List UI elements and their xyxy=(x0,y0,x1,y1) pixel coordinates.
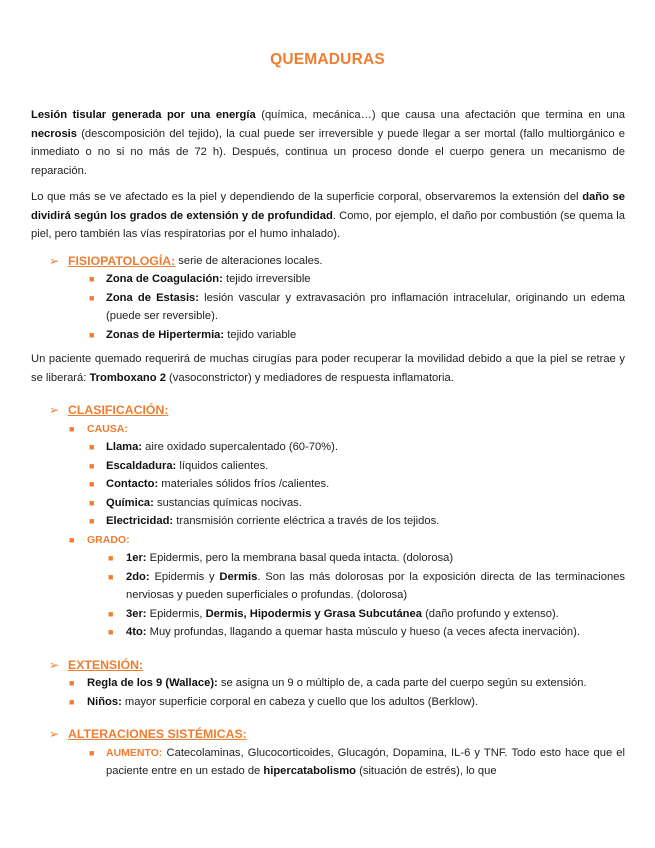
list-item xyxy=(31,568,625,605)
square-bullet-icon: ■ xyxy=(69,423,75,434)
list-item xyxy=(31,289,625,326)
item-bold: Dermis xyxy=(219,570,258,583)
square-bullet-icon: ■ xyxy=(69,678,75,688)
alteraciones-list xyxy=(31,744,625,781)
square-bullet-icon: ■ xyxy=(108,571,114,582)
item-term: Contacto: xyxy=(106,478,159,490)
intro-bold-3: daño se dividirá según los grados de extensión y de profundidad xyxy=(31,191,625,222)
intro-paragraph-2 xyxy=(31,188,625,244)
section-title: EXTENSIÓN: xyxy=(68,657,144,672)
list-item xyxy=(31,270,625,289)
square-bullet-icon: ■ xyxy=(89,460,95,471)
item-bold: Dermis, Hipodermis y Grasa Subcutánea xyxy=(205,607,422,620)
category-causa: CAUSA: xyxy=(87,422,128,435)
intro-paragraph-1 xyxy=(31,106,625,180)
page-title: QUEMADURAS xyxy=(270,51,385,68)
item-text: sustancias químicas nocivas. xyxy=(153,496,302,509)
intro-bold-2: necrosis xyxy=(31,127,78,140)
square-bullet-icon: ■ xyxy=(89,516,95,526)
item-text: Muy profundas, llagando a quemar hasta músculo y hueso (a veces afecta inervación). xyxy=(146,626,580,638)
square-bullet-icon: ■ xyxy=(89,479,95,489)
list-item xyxy=(31,438,625,457)
square-bullet-icon: ■ xyxy=(89,329,95,340)
square-bullet-icon: ■ xyxy=(69,696,75,707)
category-label xyxy=(31,531,625,550)
section-title: FISIOPATOLOGÍA: xyxy=(68,253,176,268)
list-item xyxy=(31,605,625,624)
square-bullet-icon: ■ xyxy=(89,442,95,452)
section-extension-heading xyxy=(49,656,625,675)
item-text: (situación de estrés), lo que xyxy=(356,765,497,777)
item-term: Zona de Estasis: xyxy=(106,291,200,304)
list-item xyxy=(31,674,625,693)
item-text: lesión vascular y extravasación pro inflamación intracelular, originando un edema (puede ser reversible). xyxy=(106,291,625,322)
item-text: (daño profundo y extenso). xyxy=(421,607,559,620)
item-text: Catecolaminas, Glucocorticoides, Glucagón, Dopamina, IL-6 y TNF. Todo esto hace que el paciente entre en un estado de xyxy=(106,746,625,777)
arrow-bullet-icon: ➢ xyxy=(49,403,60,417)
item-text: tejido variable xyxy=(224,328,297,341)
square-bullet-icon: ■ xyxy=(89,274,95,284)
item-term: 2do: xyxy=(126,570,150,583)
fisiopatologia-paragraph xyxy=(31,350,625,387)
square-bullet-icon: ■ xyxy=(108,627,114,637)
list-item xyxy=(31,512,625,531)
list-item xyxy=(31,494,625,513)
item-term: Llama: xyxy=(106,441,143,453)
section-title: ALTERACIONES SISTÉMICAS: xyxy=(68,727,247,741)
clasificacion-grado-label-list xyxy=(31,531,625,550)
item-term: Zonas de Hipertermia: xyxy=(106,328,225,341)
item-term: 3er: xyxy=(126,607,147,620)
square-bullet-icon: ■ xyxy=(89,497,95,508)
square-bullet-icon: ■ xyxy=(69,534,75,545)
para-text-2: (vasoconstrictor) y mediadores de respuesta inflamatoria. xyxy=(165,371,454,384)
list-item xyxy=(31,623,625,642)
item-term: Escaldadura: xyxy=(106,459,177,472)
item-text: materiales sólidos fríos /calientes. xyxy=(158,478,330,490)
grado-list xyxy=(31,549,625,642)
item-term: Niños: xyxy=(87,695,122,708)
category-aumento: AUMENTO: xyxy=(106,746,163,759)
item-term: Química: xyxy=(106,496,154,509)
list-item xyxy=(31,457,625,476)
square-bullet-icon: ■ xyxy=(89,747,95,758)
square-bullet-icon: ■ xyxy=(108,553,114,563)
section-fisiopatologia-heading xyxy=(49,252,625,271)
list-item xyxy=(31,549,625,568)
item-text: aire oxidado supercalentado (60-70%). xyxy=(142,441,338,453)
item-term: 4to: xyxy=(126,626,147,638)
item-text: . Son las más dolorosas por la exposición directa de las terminaciones nerviosas y pueden superficiales o profundas. (dolorosa) xyxy=(126,570,626,601)
square-bullet-icon: ■ xyxy=(89,292,95,303)
fisiopatologia-list xyxy=(31,270,625,344)
item-text: transmisión corriente eléctrica a través de los tejidos. xyxy=(173,515,440,527)
causa-list xyxy=(31,438,625,531)
item-text: Epidermis, pero la membrana basal queda intacta. (dolorosa) xyxy=(146,552,454,564)
intro-bold-1: Lesión tisular generada por una energía xyxy=(31,109,256,121)
intro-text-2: (descomposición del tejido), la cual puede ser irreversible y puede llegar a ser mortal (fallo multiorgánico e inmediato o no si no más de 72 h). Después, continua un proceso donde el cuerpo genera un mecanismo de reparación. xyxy=(31,127,625,177)
arrow-bullet-icon: ➢ xyxy=(49,253,60,268)
item-text: tejido irreversible xyxy=(222,273,311,285)
item-text: líquidos calientes. xyxy=(176,459,269,472)
arrow-bullet-icon: ➢ xyxy=(49,727,60,741)
intro-text-4: . Como, por ejemplo, el daño por combustión (se quema la piel, pero también las vías respiratorias por el humo inhalado). xyxy=(31,209,625,240)
intro-text-3: Lo que más se ve afectado es la piel y dependiendo de la superficie corporal, observaremos la extensión del xyxy=(31,191,583,203)
category-label xyxy=(31,420,625,439)
section-alteraciones-heading xyxy=(49,725,625,744)
document-body xyxy=(31,106,625,781)
list-item xyxy=(31,326,625,345)
category-grado: GRADO: xyxy=(87,533,130,546)
section-subtitle: serie de alteraciones locales. xyxy=(178,254,323,267)
item-term: Zona de Coagulación: xyxy=(106,273,223,285)
item-term: Electricidad: xyxy=(106,515,174,527)
item-term: Regla de los 9 (Wallace): xyxy=(87,677,218,689)
para-bold-1: Tromboxano 2 xyxy=(89,371,166,384)
item-bold: hipercatabolismo xyxy=(263,765,357,777)
list-item xyxy=(31,475,625,494)
item-text: se asigna un 9 o múltiplo de, a cada parte del cuerpo según su extensión. xyxy=(217,677,587,689)
list-item xyxy=(31,693,625,712)
item-text: mayor superficie corporal en cabeza y cuello que los adultos (Berklow). xyxy=(121,695,479,708)
para-text-1: Un paciente quemado requerirá de muchas cirugías para poder recuperar la movilidad debido a que la piel se retrae y se liberará: xyxy=(31,353,625,384)
item-text: Epidermis y xyxy=(149,570,220,583)
list-item xyxy=(31,744,625,781)
extension-list xyxy=(31,674,625,711)
arrow-bullet-icon: ➢ xyxy=(49,657,60,672)
item-term: 1er: xyxy=(126,552,147,564)
intro-text-1: (química, mecánica…) que causa una afectación que termina en una xyxy=(255,109,625,121)
square-bullet-icon: ■ xyxy=(108,608,114,619)
section-title: CLASIFICACIÓN: xyxy=(68,403,169,417)
section-clasificacion-heading xyxy=(49,401,625,420)
clasificacion-causa-label-list xyxy=(31,420,625,439)
item-text: Epidermis, xyxy=(146,607,206,620)
